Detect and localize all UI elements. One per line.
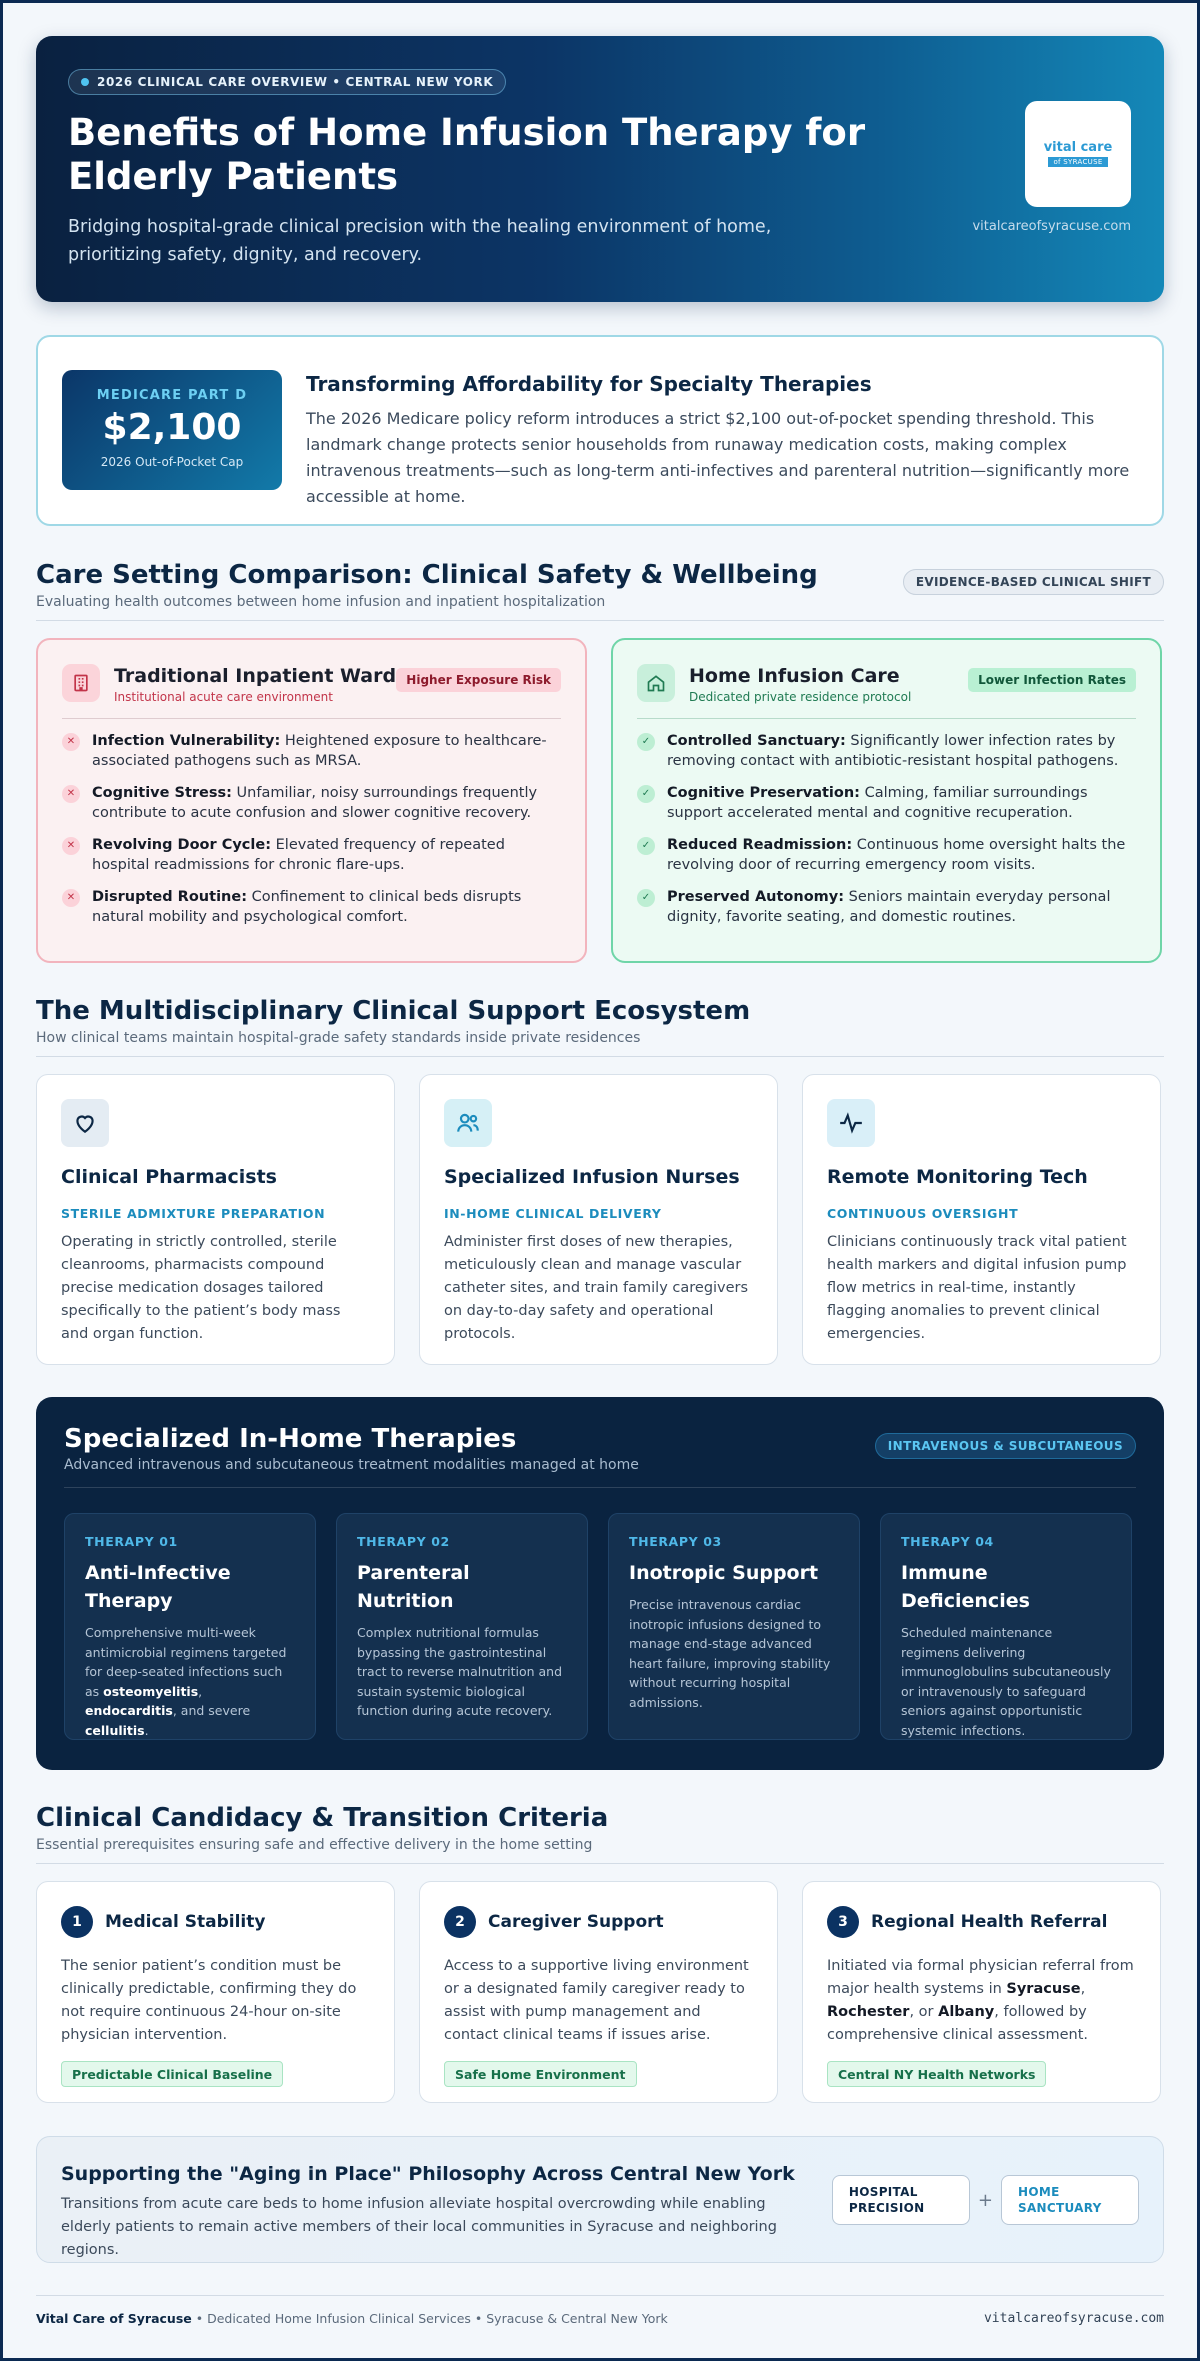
cap-caption: 2026 Out-of-Pocket Cap [100, 455, 244, 469]
list-item: ✓ Controlled Sanctuary: Significantly lower infection rates by removing contact with antibiotic-resistant hospital pathogens. [637, 731, 1136, 771]
aging-in-place-callout [36, 2136, 1164, 2263]
section-title: Clinical Candidacy & Transition Criteria [36, 1803, 609, 1833]
criteria-title: Regional Health Referral [871, 1912, 1108, 1932]
x-icon: ✕ [62, 837, 80, 855]
page-subtitle: Bridging hospital-grade clinical precision with the healing environment of home, prioritizing safety, dignity, and recovery. [68, 217, 772, 265]
card-title: Remote Monitoring Tech [827, 1166, 1088, 1188]
therapies-section [36, 1397, 1164, 1770]
therapy-number: THERAPY 02 [357, 1534, 450, 1549]
inpatient-title: Traditional Inpatient Ward [114, 665, 397, 687]
card-kicker: IN-HOME CLINICAL DELIVERY [444, 1206, 662, 1221]
list-item: ✕ Infection Vulnerability: Heightened exposure to healthcare-associated pathogens such as MRSA. [62, 731, 561, 771]
medicare-title: Transforming Affordability for Specialty Therapies [306, 372, 872, 396]
criteria-body: The senior patient’s condition must be clinically predictable, confirming they do not require continuous 24-hour on-site physician intervention. [61, 1958, 357, 2043]
footer-url-link[interactable]: vitalcareofsyracuse.com [983, 2311, 1164, 2326]
section-title: Care Setting Comparison: Clinical Safety & Wellbeing [36, 560, 818, 590]
section-title: Specialized In-Home Therapies [64, 1424, 517, 1454]
hero-banner [36, 36, 1164, 302]
section-header [36, 559, 1164, 621]
section-header [36, 995, 1164, 1057]
therapy-title: Anti-Infective Therapy [85, 1562, 231, 1612]
nurse-card [419, 1074, 778, 1365]
card-title: Specialized Infusion Nurses [444, 1166, 740, 1188]
cap-kicker: MEDICARE PART D [96, 388, 248, 403]
criteria-card [802, 1881, 1161, 2103]
aging-body: Transitions from acute care beds to home infusion alleviate hospital overcrowding while enabling elderly patients to remain active members of their local communities in Syracuse and neighboring regions. [61, 2196, 777, 2258]
section-header [64, 1423, 1136, 1488]
therapy-card [336, 1513, 588, 1740]
therapy-body: Scheduled maintenance regimens delivering immunoglobulins subcutaneously or intravenously to safeguard seniors against opportunistic systemic infections. [901, 1625, 1111, 1738]
step-number: 1 [61, 1906, 93, 1938]
dot-icon [81, 78, 89, 86]
therapy-card [880, 1513, 1132, 1740]
footer-text: Vital Care of Syracuse • Dedicated Home Infusion Clinical Services • Syracuse & Central New York [36, 2311, 668, 2326]
therapy-card [608, 1513, 860, 1740]
therapy-title: Parenteral Nutrition [357, 1562, 470, 1612]
criteria-card [36, 1881, 395, 2103]
eyebrow-pill [68, 69, 506, 95]
users-icon [444, 1099, 492, 1147]
hospital-precision-chip: HOSPITAL PRECISION [832, 2175, 970, 2225]
list-item: ✓ Reduced Readmission: Continuous home oversight halts the revolving door of recurring emergency room visits. [637, 835, 1136, 875]
inpatient-card [36, 638, 587, 963]
therapy-body: Complex nutritional formulas bypassing the gastrointestinal tract to reverse malnutrition and sustain systemic biological function during acute recovery. [357, 1625, 563, 1718]
card-title: Clinical Pharmacists [61, 1166, 277, 1188]
hospital-building-icon [62, 664, 100, 702]
brand-logo [1025, 101, 1131, 207]
card-kicker: CONTINUOUS OVERSIGHT [827, 1206, 1019, 1221]
pharmacist-card [36, 1074, 395, 1365]
evidence-pill: EVIDENCE-BASED CLINICAL SHIFT [903, 569, 1164, 595]
criteria-card [419, 1881, 778, 2103]
chip-group [832, 2175, 1139, 2225]
therapy-body: Comprehensive multi-week antimicrobial regimens targeted for deep-seated infections such as osteomyelitis, endocarditis, and severe cellulitis. [85, 1625, 287, 1738]
section-header [36, 1802, 1164, 1864]
therapy-body: Precise intravenous cardiac inotropic infusions designed to manage end-stage advanced heart failure, improving stability without recurring hospital admissions. [629, 1597, 831, 1710]
cap-value: $2,100 [102, 407, 242, 448]
page-title: Benefits of Home Infusion Therapy for Elderly Patients [68, 111, 866, 198]
therapy-number: THERAPY 03 [629, 1534, 722, 1549]
x-icon: ✕ [62, 733, 80, 751]
comparison-section [36, 559, 1164, 963]
card-body: Clinicians continuously track vital patient health markers and digital infusion pump flow metrics in real-time, instantly flagging anomalies to prevent clinical emergencies. [827, 1234, 1127, 1342]
eyebrow-text: 2026 CLINICAL CARE OVERVIEW • CENTRAL NEW YORK [97, 75, 494, 89]
therapy-title: Inotropic Support [629, 1562, 819, 1584]
aging-title: Supporting the "Aging in Place" Philosophy Across Central New York [61, 2163, 795, 2185]
section-subtitle: Evaluating health outcomes between home infusion and inpatient hospitalization [36, 594, 606, 610]
list-item: ✕ Revolving Door Cycle: Elevated frequency of repeated hospital readmissions for chronic flare-ups. [62, 835, 561, 875]
x-icon: ✕ [62, 889, 80, 907]
medicare-body: The 2026 Medicare policy reform introduces a strict $2,100 out-of-pocket spending threshold. This landmark change protects senior households from runaway medication costs, making complex intravenous treatments—such as long-term anti-infectives and parenteral nutrition—significantly more accessible at home. [306, 409, 1130, 506]
criteria-badge: Central NY Health Networks [827, 2061, 1046, 2087]
monitoring-card [802, 1074, 1161, 1365]
therapy-card [64, 1513, 316, 1740]
step-number: 3 [827, 1906, 859, 1938]
criteria-title: Caregiver Support [488, 1912, 664, 1932]
list-item: ✓ Preserved Autonomy: Seniors maintain everyday personal dignity, favorite seating, and domestic routines. [637, 887, 1136, 927]
card-body: Administer first doses of new therapies, meticulously clean and manage vascular catheter sites, and train family caregivers on day-to-day safety and operational protocols. [444, 1234, 749, 1342]
criteria-body: Access to a supportive living environment or a designated family caregiver ready to assist with pump management and contact clinical teams if issues arise. [444, 1958, 749, 2043]
section-subtitle: How clinical teams maintain hospital-grade safety standards inside private residences [36, 1030, 641, 1046]
criteria-body: Initiated via formal physician referral from major health systems in Syracuse, Rochester, or Albany, followed by comprehensive clinical assessment. [827, 1958, 1134, 2043]
infection-tag: Lower Infection Rates [968, 668, 1136, 692]
home-subtitle: Dedicated private residence protocol [689, 690, 912, 704]
home-card [611, 638, 1162, 963]
check-icon: ✓ [637, 837, 655, 855]
section-subtitle: Advanced intravenous and subcutaneous treatment modalities managed at home [64, 1457, 639, 1473]
step-number: 2 [444, 1906, 476, 1938]
check-icon: ✓ [637, 733, 655, 751]
risk-tag: Higher Exposure Risk [396, 668, 561, 692]
medicare-callout [36, 335, 1164, 526]
section-title: The Multidisciplinary Clinical Support Ecosystem [36, 996, 751, 1026]
logo-subtext: of SYRACUSE [1048, 157, 1107, 167]
cap-stat-box [62, 370, 282, 490]
pulse-icon [827, 1099, 875, 1147]
x-icon: ✕ [62, 785, 80, 803]
card-body: Operating in strictly controlled, sterile cleanrooms, pharmacists compound precise medication dosages tailored specifically to the patient’s body mass and organ function. [61, 1234, 341, 1342]
home-sanctuary-chip: HOME SANCTUARY [1001, 2175, 1139, 2225]
therapy-title: Immune Deficiencies [901, 1562, 1030, 1612]
logo-text: vital care [1043, 140, 1113, 155]
inpatient-subtitle: Institutional acute care environment [114, 690, 333, 704]
check-icon: ✓ [637, 785, 655, 803]
hero-url-link[interactable]: vitalcareofsyracuse.com [972, 219, 1131, 234]
therapy-number: THERAPY 01 [85, 1534, 178, 1549]
footer [36, 2295, 1164, 2326]
card-kicker: STERILE ADMIXTURE PREPARATION [61, 1206, 326, 1221]
plus-icon: + [977, 2189, 993, 2211]
list-item: ✓ Cognitive Preservation: Calming, familiar surroundings support accelerated mental and cognitive recuperation. [637, 783, 1136, 823]
home-icon [637, 664, 675, 702]
heart-icon [61, 1099, 109, 1147]
ecosystem-section [36, 995, 1164, 1365]
route-pill: INTRAVENOUS & SUBCUTANEOUS [875, 1433, 1136, 1459]
criteria-title: Medical Stability [105, 1912, 266, 1932]
check-icon: ✓ [637, 889, 655, 907]
therapy-number: THERAPY 04 [901, 1534, 994, 1549]
section-subtitle: Essential prerequisites ensuring safe and effective delivery in the home setting [36, 1837, 593, 1853]
criteria-badge: Safe Home Environment [444, 2061, 637, 2087]
page [3, 3, 1197, 2358]
list-item: ✕ Disrupted Routine: Confinement to clinical beds disrupts natural mobility and psychological comfort. [62, 887, 561, 927]
criteria-badge: Predictable Clinical Baseline [61, 2061, 283, 2087]
home-title: Home Infusion Care [689, 665, 900, 687]
list-item: ✕ Cognitive Stress: Unfamiliar, noisy surroundings frequently contribute to acute confusion and slower cognitive recovery. [62, 783, 561, 823]
candidacy-section [36, 1802, 1164, 2103]
